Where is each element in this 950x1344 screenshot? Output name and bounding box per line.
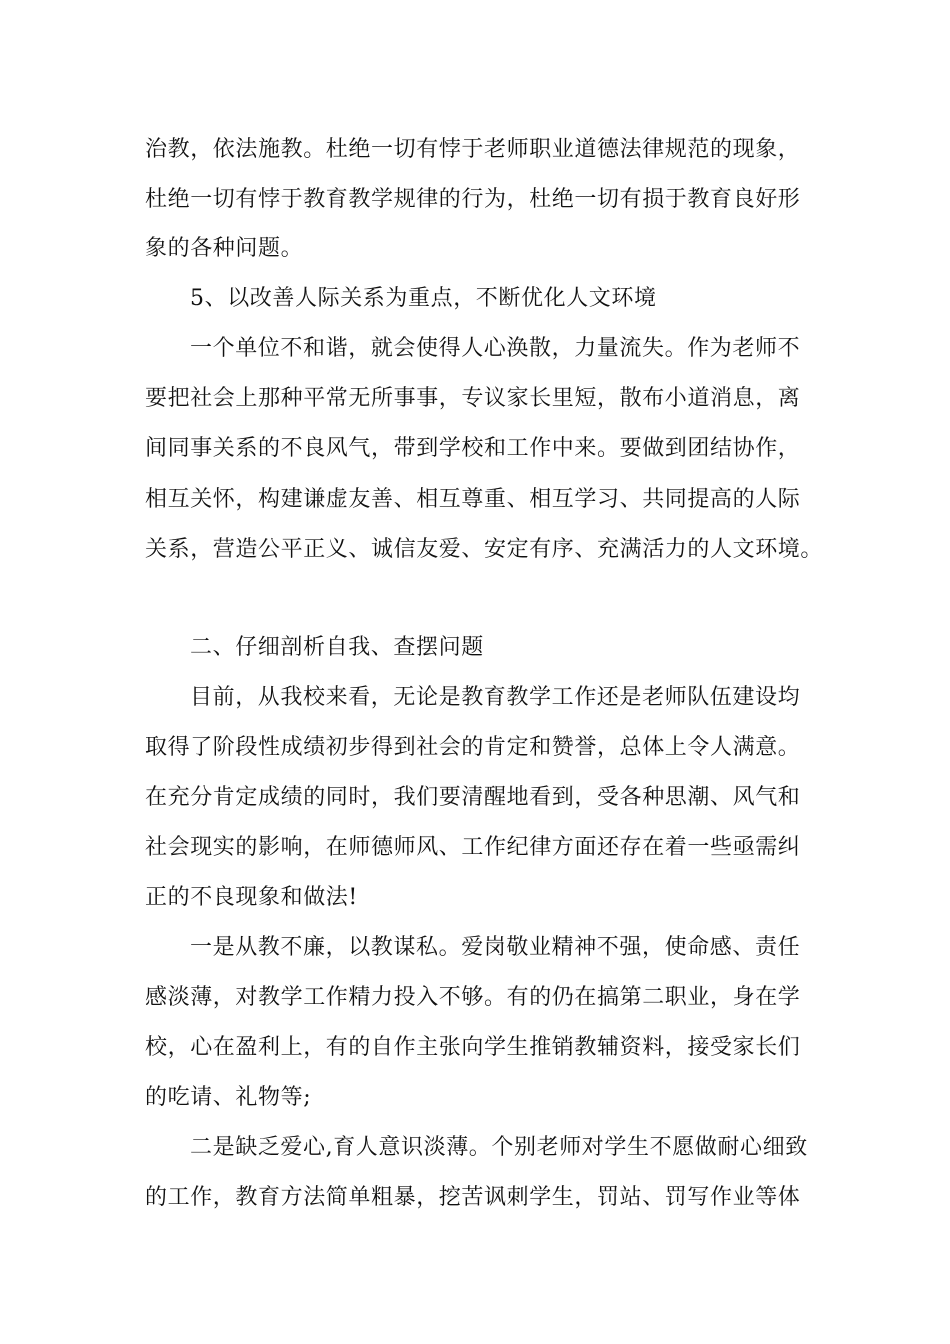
text-line-15: 正的不良现象和做法!: [145, 885, 358, 910]
text-line-1: 治教，依法施教。杜绝一切有悖于老师职业道德法律规范的现象，: [145, 137, 801, 162]
text-line-14: 社会现实的影响，在师德师风、工作纪律方面还存在着一些亟需纠: [145, 835, 801, 860]
text-line-16: 一是从教不廉，以教谋私。爱岗敬业精神不强，使命感、责任: [190, 935, 801, 960]
text-line-20: 二是缺乏爱心,育人意识淡薄。个别老师对学生不愿做耐心细致: [190, 1135, 808, 1160]
text-line-6: 要把社会上那种平常无所事事，专议家长里短，散布小道消息，离: [145, 386, 801, 411]
text-line-7: 间同事关系的不良风气，带到学校和工作中来。要做到团结协作，: [145, 436, 801, 461]
section-heading-5: 5、以改善人际关系为重点，不断优化人文环境: [190, 286, 657, 311]
text-line-8: 相互关怀，构建谦虚友善、相互尊重、相互学习、共同提高的人际: [145, 487, 801, 512]
text-line-19: 的吃请、礼物等;: [145, 1085, 312, 1110]
text-line-13: 在充分肯定成绩的同时，我们要清醒地看到，受各种思潮、风气和: [145, 785, 801, 810]
text-line-18: 校，心在盈利上，有的自作主张向学生推销教辅资料，接受家长们: [145, 1035, 801, 1060]
text-line-2: 杜绝一切有悖于教育教学规律的行为，杜绝一切有损于教育良好形: [145, 187, 801, 212]
text-line-5: 一个单位不和谐，就会使得人心涣散，力量流失。作为老师不: [190, 336, 801, 361]
text-line-12: 取得了阶段性成绩初步得到社会的肯定和赞誉，总体上令人满意。: [145, 735, 801, 760]
text-line-21: 的工作，教育方法简单粗暴，挖苦讽刺学生，罚站、罚写作业等体: [145, 1185, 801, 1210]
text-line-11: 目前，从我校来看，无论是教育教学工作还是老师队伍建设均: [190, 685, 801, 710]
section-heading-2: 二、仔细剖析自我、查摆问题: [190, 635, 484, 660]
text-line-9: 关系，营造公平正义、诚信友爱、安定有序、充满活力的人文环境。: [145, 537, 824, 562]
text-line-3: 象的各种问题。: [145, 236, 304, 261]
text-line-17: 感淡薄，对教学工作精力投入不够。有的仍在搞第二职业，身在学: [145, 985, 801, 1010]
